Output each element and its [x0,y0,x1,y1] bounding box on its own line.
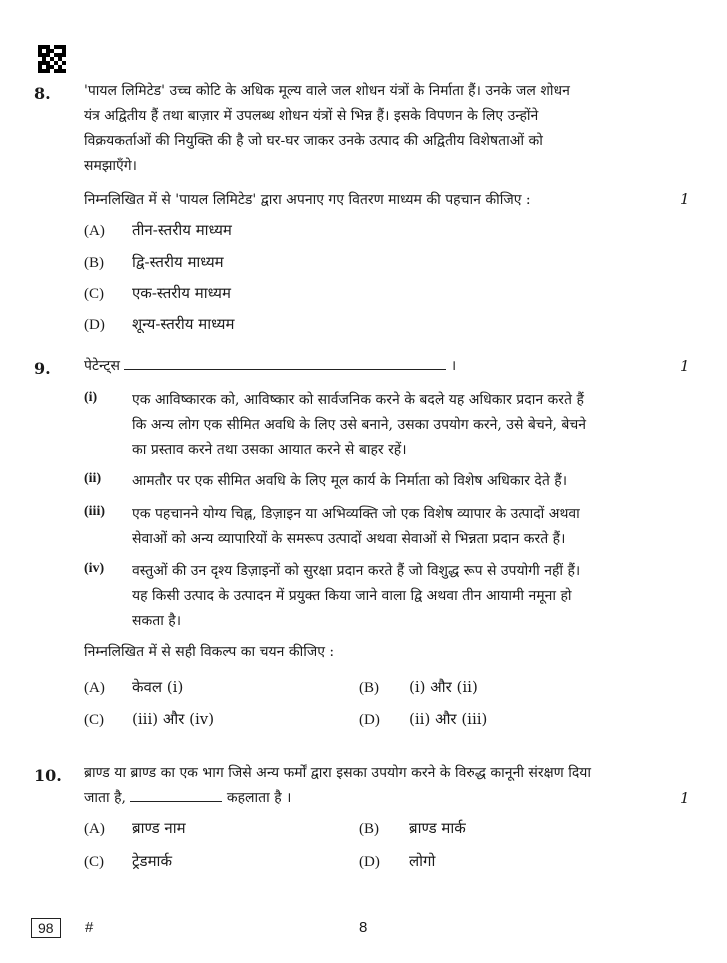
option-text: द्वि-स्तरीय माध्यम [132,253,224,271]
question-9-prompt: निम्नलिखित में से सही विकल्प का चयन कीजिए : [84,644,335,660]
q10-option-d [359,851,435,871]
q9-option-d [359,709,487,729]
statement-line: का प्रस्ताव करने तथा उसका आयात करने से बाहर रहें। [132,442,407,458]
statement-label: (iv) [84,561,105,576]
hash-mark: # [85,919,94,936]
q8-para-line: 'पायल लिमिटेड' उच्च कोटि के अधिक मूल्य वाले जल शोधन यंत्रों के निर्माता हैं। उनके जल शोधन [84,83,570,99]
q10-line-start: जाता है, [84,790,126,806]
option-label: (B) [359,680,379,696]
page-number: 8 [359,919,368,936]
question-9-number: 9. [34,359,51,378]
question-8-paragraph [84,79,656,179]
statement-label: (i) [84,390,98,405]
statement-line: कि अन्य लोग एक सीमित अवधि के लिए उसे बनाने, उसका उपयोग करने, उसे बेचने, बेचने [132,417,587,433]
option-label: (D) [359,854,380,870]
question-10-number: 10. [34,766,62,785]
option-label: (A) [84,821,105,837]
q10-option-c [84,851,172,871]
option-text: लोगो [409,852,436,870]
q10-line: ब्राण्ड या ब्राण्ड का एक भाग जिसे अन्य फर्मों द्वारा इसका उपयोग करने के विरुद्ध कानूनी संरक्षण दिया [84,765,592,781]
page-code-box: 98 [31,918,61,938]
option-text: (ii) और (iii) [409,710,488,728]
option-text: केवल (i) [132,678,184,696]
option-label: (C) [84,712,104,728]
question-10-text [84,761,656,811]
question-8-number: 8. [34,84,51,103]
question-9-marks: 1 [680,357,690,375]
qr-code-icon [38,45,66,73]
q8-para-line: यंत्र अद्वितीय हैं तथा बाज़ार में उपलब्ध शोधन यंत्रों से भिन्न हैं। इसके विपणन के लिए उन्होंने [84,108,539,124]
option-label: (A) [84,680,105,696]
statement-line: वस्तुओं की उन दृश्य डिज़ाइनों को सुरक्षा प्रदान करते हैं जो विशुद्ध रूप से उपयोगी नहीं हैं। [132,563,581,579]
statement-line: यह किसी उत्पाद के उत्पादन में प्रयुक्त किया जाने वाला द्वि अथवा तीन आयामी नमूना हो [132,588,572,604]
option-text: ट्रेडमार्क [132,852,172,870]
answer-blank [124,355,446,370]
q8-option-b [84,252,224,272]
question-10-marks: 1 [680,789,690,807]
option-label: (D) [359,712,380,728]
statement-line: आमतौर पर एक सीमित अवधि के लिए मूल कार्य के निर्माता को विशेष अधिकार देते हैं। [132,473,568,489]
option-label: (B) [359,821,379,837]
option-text: ब्राण्ड नाम [132,819,186,837]
option-text: एक-स्तरीय माध्यम [132,284,231,302]
stem-end: । [450,358,457,374]
option-label: (C) [84,854,104,870]
statement-line: एक पहचानने योग्य चिह्न, डिज़ाइन या अभिव्यक्ति जो एक विशेष व्यापार के उत्पादों अथवा [132,506,580,522]
q8-option-a [84,220,232,240]
option-label: (D) [84,317,105,333]
q9-option-a [84,677,183,697]
option-label: (C) [84,286,104,302]
answer-blank [130,787,222,802]
q9-option-c [84,709,214,729]
q9-option-b [359,677,478,697]
option-text: (i) और (ii) [409,678,478,696]
q10-line [84,786,656,811]
question-8-prompt: निम्नलिखित में से 'पायल लिमिटेड' द्वारा अपनाए गए वितरण माध्यम की पहचान कीजिए : [84,192,531,208]
question-9-stem [84,354,456,379]
q10-line-end: कहलाता है । [226,790,292,806]
statement-line: सेवाओं को अन्य व्यापारियों के समरूप उत्पादों अथवा सेवाओं से भिन्नता प्रदान करते हैं। [132,531,566,547]
option-label: (A) [84,223,105,239]
statement-label: (ii) [84,471,102,486]
option-text: ब्राण्ड मार्क [409,819,466,837]
q10-option-b [359,818,466,838]
q8-option-c [84,283,231,303]
statement-label: (iii) [84,504,105,519]
question-8-marks: 1 [680,190,690,208]
q8-option-d [84,314,234,334]
q8-para-line: विक्रयकर्ताओं की नियुक्ति की है जो घर-घर जाकर उनके उत्पाद की अद्वितीय विशेषताओं को [84,133,543,149]
option-text: (iii) और (iv) [132,710,215,728]
q10-option-a [84,818,186,838]
q8-para-line: समझाएँगे। [84,158,137,174]
stem-text: पेटेन्ट्स [84,358,120,374]
option-text: तीन-स्तरीय माध्यम [132,221,232,239]
statement-line: सकता है। [132,613,182,629]
option-label: (B) [84,255,104,271]
option-text: शून्य-स्तरीय माध्यम [132,315,235,333]
statement-line: एक आविष्कारक को, आविष्कार को सार्वजनिक करने के बदले यह अधिकार प्रदान करते हैं [132,392,584,408]
